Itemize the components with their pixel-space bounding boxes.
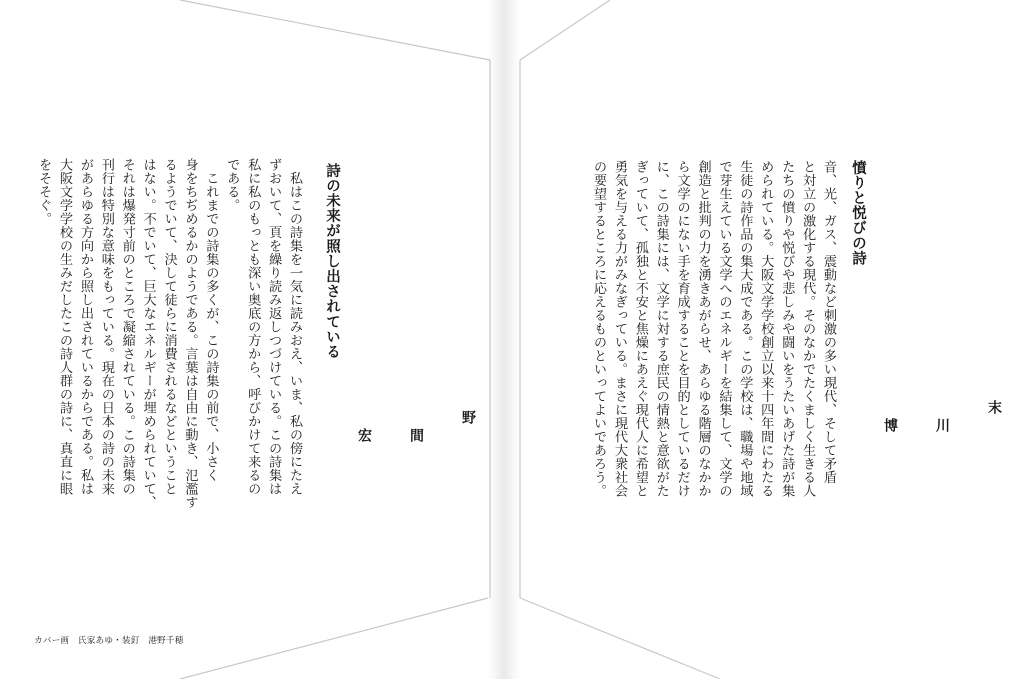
left-page-title: 詩の未来が照し出されている xyxy=(324,163,340,360)
author-char: 博 xyxy=(882,418,898,432)
right-page-body: 音、光、ガス、震動など刺激の多い現代、そして矛盾 と対立の激化する現代。そのなかでたくましく生きる人 たちの憤りや悦びや悲しみや闘いをうたいあげた詩が集 められている。大阪文学学校創立以来十四年間にわたる 生徒の詩作品の集大成である。この学校は、職場や地域 で芽生えている文学へのエネルギーを結集して、文学の 創造と批判の力を湧きあがらせ、あらゆる階層のなかか ら文学のにない手を育成することを目的としているだけ に、この詩集には、文学に対する庶民の情熱と意欲がた ぎっていて、孤独と不安と焦燥にあえぐ現代人に希望と 勇気を与える力がみなぎっている。まさに現代大衆社会 の要望するところに応えるものといってよいであろう。 xyxy=(591,160,836,498)
left-page-body: 私はこの詩集を一気に読みおえ、いま、私の傍にたえ ずおいて、頁を繰り読み返しつづけている。この詩集は 私に私のもっとも深い奥底の方から、呼びかけて来るの である。 これまでの詩集の多くが、この詩集の前で、小さく 身をちぢめるかのようである。言葉は自由に動き、氾濫す るようでいて、決して徒らに消費されるなどということ はない。不でいて、巨大なエネルギーが埋められていて、 それは爆発寸前のところで凝縮されている。この詩集の 刊行は特別な意味をもっている。現在の日本の詩の未来 があらゆる方向から照し出されているからである。私は 大阪文学学校の生みだしたこの詩人群の詩に、真直に眼 をそそぐ。 xyxy=(36,158,302,509)
author-char: 末 xyxy=(986,400,1002,414)
author-char: 川 xyxy=(934,418,950,432)
author-char: 間 xyxy=(408,428,424,442)
author-char: 宏 xyxy=(356,428,372,442)
right-page-author xyxy=(848,400,1036,432)
author-char: 野 xyxy=(460,410,476,424)
cover-credits: カバー画 氏家あゆ・装釘 港野千穂 xyxy=(34,636,184,646)
right-page-title: 憤りと悦びの詩 xyxy=(850,160,866,266)
left-page-author xyxy=(322,410,510,442)
